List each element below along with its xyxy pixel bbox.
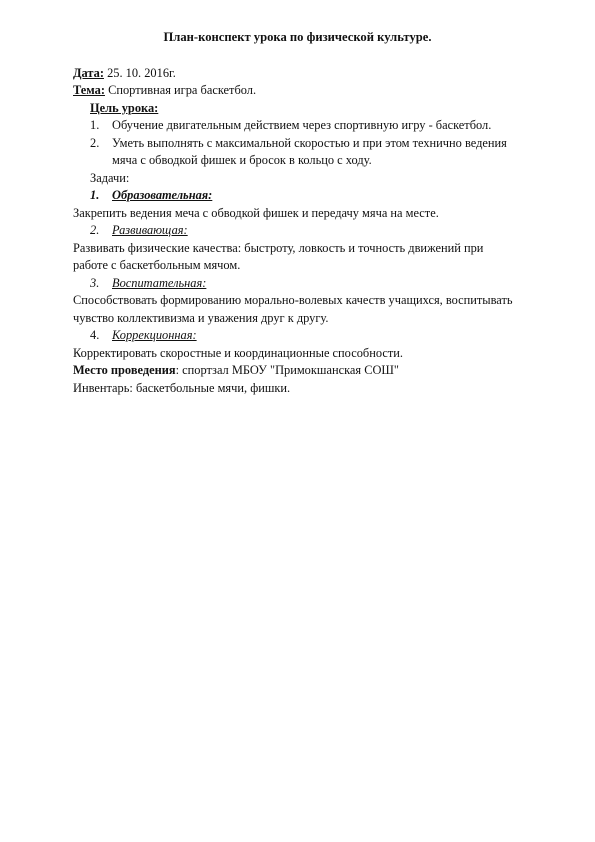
topic-value: Спортивная игра баскетбол. xyxy=(104,83,257,97)
task-text: работе с баскетбольным мячом. xyxy=(73,258,241,272)
goal-item xyxy=(90,117,491,134)
task-number: 1. xyxy=(90,188,100,202)
date-line xyxy=(73,65,176,82)
task-text: чувство коллективизма и уважения друг к другу. xyxy=(73,311,329,325)
task-text: Закрепить ведения меча с обводкой фишек и передачу мяча на месте. xyxy=(73,206,439,220)
task-label: Развивающая: xyxy=(112,223,188,237)
goal-heading: Цель урока: xyxy=(90,101,159,115)
task-label: Коррекционная: xyxy=(112,328,197,342)
goal-item xyxy=(90,135,507,152)
document-title: План-конспект урока по физической культуре. xyxy=(163,30,432,44)
task-text: Способствовать формированию морально-волевых качеств учащихся, воспитывать xyxy=(73,293,513,307)
goal-text-continuation: мяча с обводкой фишек и бросок в кольцо с ходу. xyxy=(112,153,372,167)
task-number: 4. xyxy=(90,328,100,342)
task-text: Развивать физические качества: быстроту, ловкость и точность движений при xyxy=(73,241,484,255)
place-label: Место проведения xyxy=(73,363,176,377)
date-value: 25. 10. 2016г. xyxy=(103,66,176,80)
place-line xyxy=(73,362,399,379)
goal-text: Уметь выполнять с максимальной скоростью и при этом технично ведения xyxy=(112,136,507,150)
task-heading xyxy=(90,222,188,239)
task-heading xyxy=(90,327,197,344)
task-number: 3. xyxy=(90,276,100,290)
tasks-heading: Задачи: xyxy=(90,171,130,185)
goal-number: 1. xyxy=(90,118,100,132)
topic-line xyxy=(73,82,256,99)
task-label: Воспитательная: xyxy=(112,276,207,290)
place-value: : спортзал МБОУ "Примокшанская СОШ" xyxy=(175,363,399,377)
task-number: 2. xyxy=(90,223,100,237)
task-heading xyxy=(90,275,206,292)
task-label: Образовательная: xyxy=(112,188,213,202)
date-label: Дата: xyxy=(73,66,104,80)
goal-number: 2. xyxy=(90,136,100,150)
task-heading xyxy=(90,187,212,204)
task-text: Корректировать скоростные и координационные способности. xyxy=(73,346,403,360)
goal-text: Обучение двигательным действием через спортивную игру - баскетбол. xyxy=(112,118,492,132)
equipment-line: Инвентарь: баскетбольные мячи, фишки. xyxy=(73,381,291,395)
topic-label: Тема: xyxy=(73,83,105,97)
